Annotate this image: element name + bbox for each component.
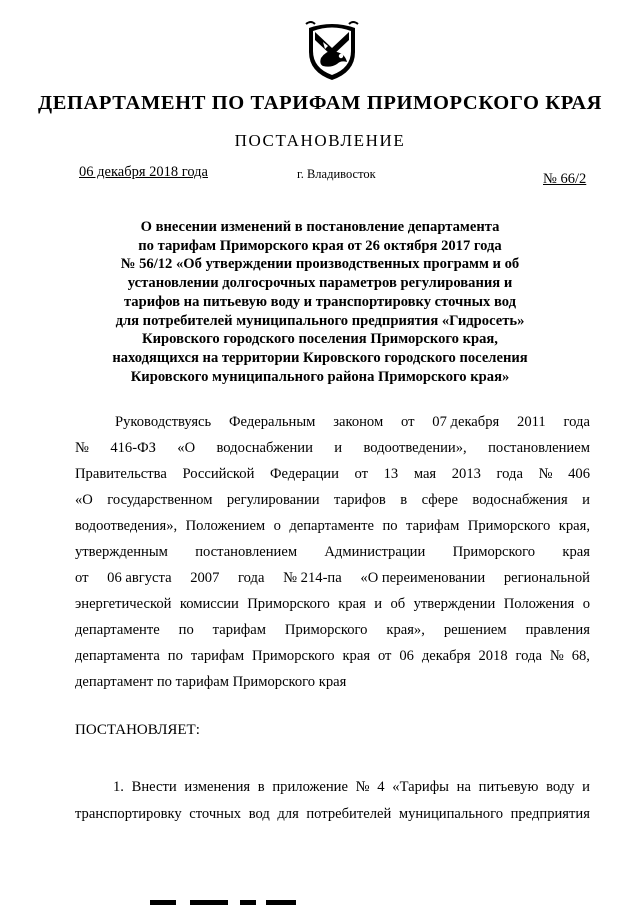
word: тарифам [190,648,245,664]
word: приложение [272,779,348,795]
word: Федеральным [229,414,316,430]
word: предприятия [510,806,590,822]
word: Федерации [269,466,339,482]
word: и [374,596,383,612]
word: мая [413,466,437,482]
word: от [354,466,368,482]
word: 416-ФЗ [110,440,156,456]
subject-line: установлении долгосрочных параметров регулирования и [127,275,513,292]
subject-line: тарифов на питьевую воду и транспортировку сточных вод [123,293,517,310]
word: водоснабжения [472,492,568,508]
word: «Тарифы [392,779,449,795]
word: от [377,648,392,664]
word: водоотведения», [75,518,178,534]
word: и [582,779,590,795]
word: для [277,806,299,822]
word: водоснабжении [216,440,313,456]
word: № [355,779,370,795]
word: на [456,779,471,795]
word: тарифов [334,492,386,508]
word: департаменте [75,622,160,638]
text-line [75,539,590,565]
word: правления [525,622,590,638]
word: энергетической [75,596,172,612]
primorsky-krai-coat-of-arms-icon [301,18,363,82]
document-subject [80,218,560,386]
word: «О [75,492,93,508]
word: края [338,596,366,612]
word: постановлением [488,440,590,456]
word: 06 августа [107,570,172,586]
word: законом [333,414,384,430]
subject-line: О внесении изменений в постановление департамента [140,219,500,235]
word: края», [386,622,425,638]
word: 2013 [451,466,481,482]
word: решением [443,622,507,638]
text-line [75,591,590,617]
subject-line: находящихся на территории Кировского городского поселения [112,349,528,366]
word: вод [248,806,270,822]
word: тарифам [406,518,460,534]
word: Приморского [247,596,330,612]
word: государственном [107,492,213,508]
text-line [75,487,590,513]
word: регулировании [226,492,320,508]
word: изменения [184,779,251,795]
word: декабря [421,648,471,664]
word: Администрации [324,544,426,560]
text-line [75,643,590,669]
word: «О [177,440,196,456]
text-line [75,461,590,487]
preamble-paragraph [75,409,590,695]
document-city: г. Владивосток [297,167,376,181]
text-line [75,513,590,539]
word: 406 [568,466,590,482]
word: муниципального [398,806,503,822]
subject-line: для потребителей муниципального предприятия «Гидросеть» [115,312,525,329]
word: воду [546,779,575,795]
word: 2018 [478,648,508,664]
word: года [515,648,542,664]
cut-off-text-fragment [150,897,320,905]
word: года [563,414,590,430]
subject-line: по тарифам Приморского края от 26 октября 2017 года [138,237,502,254]
word: года [238,570,265,586]
word: края, [558,518,590,534]
text-line [75,774,590,801]
word: и [334,440,343,456]
word: 13 [383,466,399,482]
word: сфере [421,492,458,508]
word: по [382,518,398,534]
document-date: 06 декабря 2018 года [79,164,208,180]
word: Руководствуясь [115,414,212,430]
text-line [75,617,590,643]
word: в [257,779,265,795]
text-line [75,435,590,461]
word: Положением [185,518,266,534]
word: о [582,596,590,612]
word: года [496,466,523,482]
word: питьевую [478,779,539,795]
word: 2007 [190,570,220,586]
subject-line: Кировского муниципального района Приморского края» [130,368,510,385]
word: о [273,518,281,534]
word: 1. [113,779,124,795]
clause-1-paragraph [75,774,590,828]
word: в [400,492,408,508]
document-number: № 66/2 [543,171,587,187]
word: Положения [503,596,575,612]
word: 07 декабря [432,414,500,430]
subject-line: Кировского городского поселения Приморского края, [142,331,498,348]
word: по [178,622,194,638]
word: № [75,440,89,456]
word: от [75,570,89,586]
text-line [75,565,590,591]
word: 68, [571,648,590,664]
word: 4 [377,779,385,795]
word: об [390,596,406,612]
text-line [75,669,590,695]
word: и [582,492,590,508]
subject-line: № 56/12 «Об утверждении производственных программ и об [120,256,520,273]
word: № [538,466,553,482]
word: Российской [182,466,255,482]
word: комиссии [179,596,239,612]
word: 2011 [517,414,546,430]
word: по [167,648,183,664]
word: водоотведении», [363,440,467,456]
word: сточных [189,806,242,822]
word: региональной [503,570,590,586]
word: тарифам [212,622,266,638]
word: постановлением [195,544,298,560]
word: края [562,544,590,560]
text-line [75,801,590,828]
word: Внести [131,779,177,795]
word: департамент по тарифам Приморского края [75,674,347,690]
word: 06 [399,648,414,664]
resolves-heading: ПОСТАНОВЛЯЕТ: [75,722,200,738]
word: Правительства [75,466,167,482]
word: Приморского [467,518,551,534]
document-type: ПОСТАНОВЛЕНИЕ [234,131,406,150]
text-line [75,409,590,435]
word: департамента [75,648,160,664]
word: утвержденным [75,544,168,560]
word: № [549,648,564,664]
word: Приморского [252,648,335,664]
word: от [401,414,415,430]
word: Приморского [452,544,536,560]
word: № 214-па [283,570,342,586]
word: департаменте [289,518,375,534]
word: транспортировку [75,806,182,822]
word: Приморского [284,622,368,638]
word: «О переименовании [360,570,486,586]
word: края [342,648,371,664]
word: утверждении [413,596,496,612]
department-title: ДЕПАРТАМЕНТ ПО ТАРИФАМ ПРИМОРСКОГО КРАЯ [37,92,603,114]
word: потребителей [306,806,392,822]
